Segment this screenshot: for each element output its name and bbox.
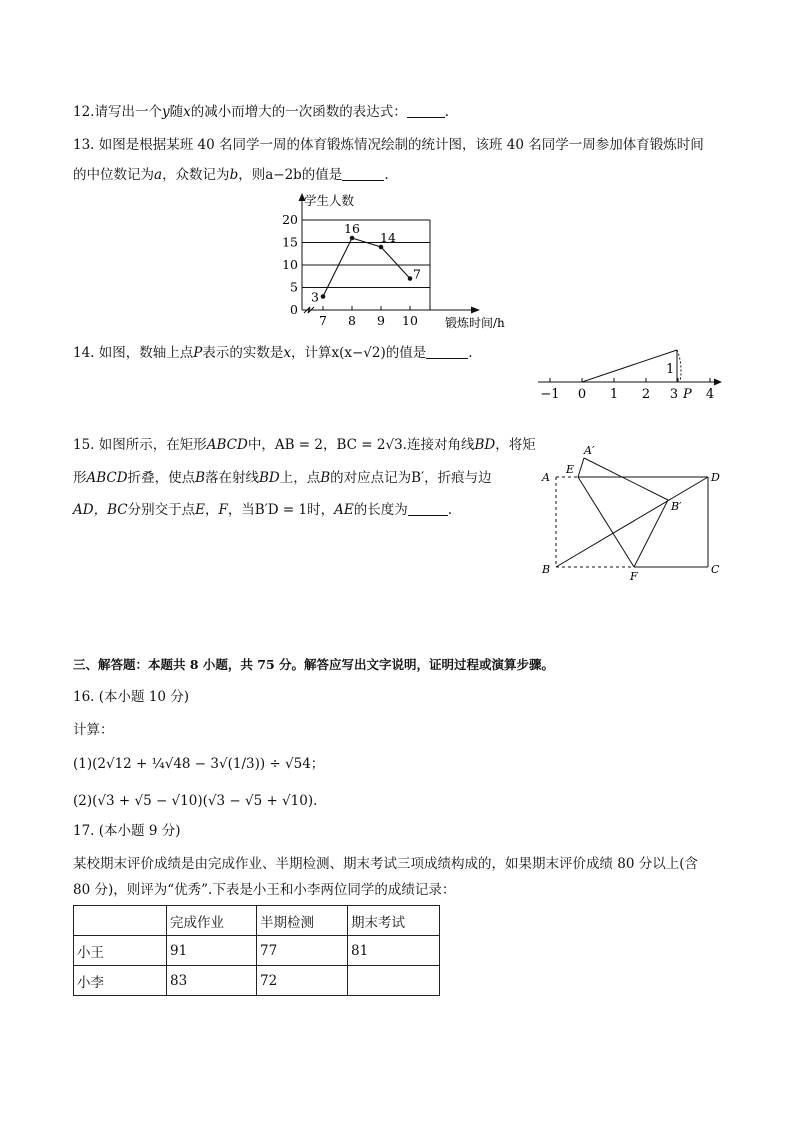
table-cell: 91 [167,936,257,966]
chart-point [321,294,326,299]
question-13-line2: 的中位数记为a，众数记为b，则a−2b的值是 . [73,167,389,183]
chart-ytick-label: 20 [282,212,298,227]
answer-blank[interactable] [408,501,448,516]
question-16-header: 16. (本小题 10 分) [73,689,190,705]
table-row [74,936,440,966]
label-a: A [542,471,550,484]
chart-point [379,245,384,250]
chart-xtick-label: 7 [319,313,327,328]
chart-xtick-label: 8 [348,313,356,328]
answer-blank[interactable] [342,166,384,181]
chart-ytick-label: 10 [282,257,298,272]
compass-arc [677,350,681,382]
question-15-line1: 15. 如图所示，在矩形ABCD中，AB = 2，BC = 2√3.连接对角线BD，将矩 [73,437,536,453]
answer-blank[interactable] [407,103,445,118]
label-c: C [711,563,720,576]
chart-data-label: 16 [344,221,360,236]
number-line-label: 3 [669,387,679,402]
chart-point [408,276,413,281]
label-a-prime: A′ [584,444,595,457]
number-line-figure [530,340,730,402]
question-15-line3: AD，BC分别交于点E，F，当B′D = 1时，AE的长度为 . [73,502,453,518]
label-b-prime: B′ [671,500,682,513]
chart-xlabel: 锻炼时间/h [445,316,505,330]
table-cell: 77 [257,936,348,966]
table-header-cell: 期末考试 [348,906,440,936]
crease-ef [578,477,634,567]
fold-ea-prime [578,458,584,477]
chart-data-label: 14 [380,230,396,245]
score-table [73,905,440,996]
number-line-label: 0 [577,387,587,402]
question-15-line2: 形ABCD折叠，使点B落在射线BD上，点B的对应点记为B′，折痕与边 [73,470,492,486]
question-17-header: 17. (本小题 9 分) [73,823,181,839]
label-d: D [711,471,720,484]
table-header-cell: 半期检测 [257,906,348,936]
question-16-part1: (1)(2√12 + ¼√48 − 3√(1/3)) ÷ √54； [73,756,325,772]
hypotenuse [582,350,677,382]
answer-blank[interactable] [426,344,468,359]
label-e: E [566,463,575,476]
number-line-label: −1 [540,387,560,402]
number-line-label: 2 [641,387,651,402]
chart-point [350,236,355,241]
question-17-line1: 某校期末评价成绩是由完成作业、半期检测、期末考试三项成绩构成的，如果期末评价成绩 80 分以上(含 [73,856,699,872]
question-17-line2: 80 分)，则评为“优秀”.下表是小王和小李两位同学的成绩记录： [73,882,456,898]
x-axis-arrow-icon [471,307,480,314]
chart-ytick-label: 0 [290,302,298,317]
point-p-label: P [683,387,692,402]
fold-a-prime-b-prime [584,458,668,500]
axis-arrow-icon [714,379,722,386]
label-b: B [542,563,551,576]
question-16-prompt: 计算： [73,722,114,738]
number-line-label: 4 [705,387,715,402]
number-line-label: 1 [609,387,619,402]
chart-xtick-label: 9 [377,313,385,328]
label-f: F [630,570,638,583]
table-row [74,966,440,996]
table-header-cell [74,906,167,936]
question-13-line1: 13. 如图是根据某班 40 名同学一周的体育锻炼情况绘制的统计图，该班 40 名同学一周参加体育锻炼时间 [73,137,704,153]
rectangle-fold-figure [538,440,728,585]
question-14: 14. 如图，数轴上点P表示的实数是x，计算x(x−√2)的值是 . [73,345,473,361]
question-16-part2: (2)(√3 + √5 − √10)(√3 − √5 + √10). [73,793,318,809]
fold-b-prime-f [634,500,668,567]
table-cell: 小王 [74,936,167,966]
table-cell [348,966,440,996]
table-cell: 72 [257,966,348,996]
table-header-cell: 完成作业 [167,906,257,936]
table-header-row [74,906,440,936]
section-3-heading: 三、解答题：本题共 8 小题，共 75 分。解答应写出文字说明，证明过程或演算步骤。 [73,657,555,672]
diagonal-bd [556,477,708,567]
chart-ylabel: 学生人数 [304,193,355,208]
chart-ytick-label: 5 [290,279,298,295]
chart-xtick-label: 10 [402,313,418,328]
table-cell: 81 [348,936,440,966]
exercise-line-chart [280,190,525,330]
unit-side-label: 1 [666,362,675,377]
table-cell: 小李 [74,966,167,996]
question-12: 12.请写出一个y随x的减小而增大的一次函数的表达式： . [73,104,450,120]
table-cell: 83 [167,966,257,996]
chart-ytick-label: 15 [282,234,298,250]
chart-data-label: 7 [413,266,421,282]
chart-data-label: 3 [311,289,319,305]
